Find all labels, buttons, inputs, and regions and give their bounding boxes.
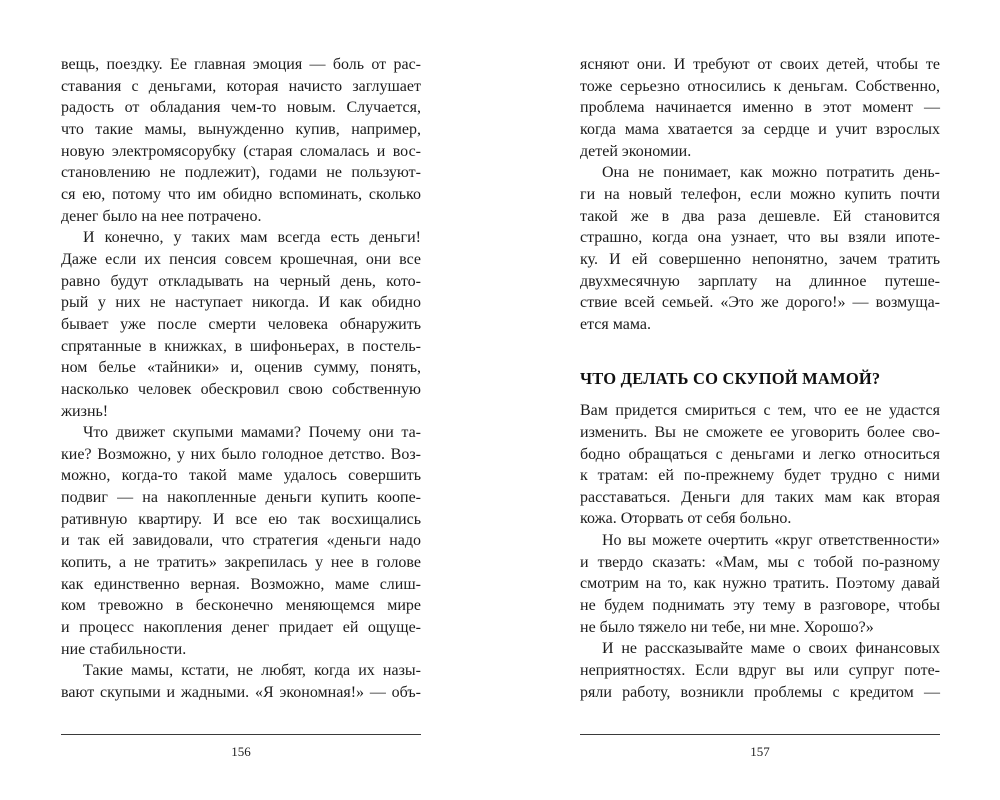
paragraph <box>580 530 940 638</box>
text-line: вают скупыми и жадными. «Я экономная!» — объ- <box>61 684 421 702</box>
text-line: становлению не подлежит), годами не пользуют- <box>61 164 421 182</box>
text-line: не будем поднимать эту тему в разговоре, чтобы <box>580 597 940 615</box>
text-line: ется мама. <box>580 315 651 333</box>
paragraph <box>61 54 421 227</box>
text-line: подвиг — на накопленные деньги купить коопе- <box>61 489 421 507</box>
text-line: И не рассказывайте маме о своих финансовых <box>602 640 940 658</box>
paragraph <box>580 638 940 703</box>
text-line: вещь, поездку. Ее главная эмоция — боль от рас- <box>61 56 421 73</box>
text-line: проблема начинается именно в этот момент — <box>580 99 940 117</box>
text-line: к тратам: ей по-прежнему будет трудно с ними <box>580 467 940 485</box>
text-line: и процесс накопления денег придает ей ощуще- <box>61 619 421 637</box>
text-line: насколько человек обескровил свою собственную <box>61 380 421 398</box>
text-line: Но вы можете очертить «круг ответственности» <box>602 532 940 550</box>
text-line: Даже если их пенсия совсем крошечная, они все <box>61 250 421 268</box>
text-line: жизнь! <box>61 402 109 420</box>
text-line: когда мама хватается за сердце и учит взрослых <box>580 120 940 138</box>
text-line: кие? Возможно, у них было голодное детство. Воз- <box>61 445 421 463</box>
text-line: Она не понимает, как можно потратить день- <box>602 164 940 182</box>
text-line: детей экономии. <box>580 142 692 160</box>
text-line: кожа. Оторвать от себя больно. <box>580 510 792 528</box>
text-line: спрятанные в книжках, в шифоньерах, в постель- <box>61 337 421 355</box>
paragraph <box>61 660 421 703</box>
paragraph <box>61 422 421 660</box>
paragraph <box>580 400 940 530</box>
text-line: и так ей завидовали, что стратегия «деньги надо <box>61 532 421 550</box>
text-line: Вам придется смириться с тем, что ее не удастся <box>580 402 940 420</box>
page-right-text <box>580 54 940 703</box>
page-number: 157 <box>750 744 770 759</box>
text-line: бывает уже после смерти человека обнаружить <box>61 315 421 333</box>
text-line: такой же в два раза дешевле. Ей становится <box>580 207 940 225</box>
text-line: ствие всей семьей. «Это же дорого!» — возмуща- <box>580 294 940 312</box>
text-line: страшно, когда она узнает, что вы взяли ипоте- <box>580 229 940 247</box>
text-line: не было тяжело ни тебе, ни мне. Хорошо?» <box>580 618 874 636</box>
paragraph <box>61 227 421 422</box>
text-line: расставаться. Деньги для таких мам как вторая <box>580 488 940 506</box>
text-line: можно, когда-то такой маме удалось совершить <box>61 467 421 485</box>
text-line: бодно обращаться с деньгами и легко относиться <box>580 445 940 463</box>
footer-rule <box>580 734 940 735</box>
text-line: копить, а не тратить» закрепилась у нее в голове <box>61 554 421 572</box>
text-line: рый у них не наступает никогда. И как обидно <box>61 294 421 312</box>
text-line: ном белье «тайники» и, оценив сумму, понять, <box>61 359 421 377</box>
paragraph <box>580 54 940 162</box>
text-line: равно будут откладывать на черный день, кото- <box>61 272 421 290</box>
text-line: денег было на нее потрачено. <box>61 207 262 225</box>
text-line: изменить. Вы не сможете ее уговорить более сво- <box>580 423 940 441</box>
text-line: новую электромясорубку (старая сломалась и вос- <box>61 142 421 160</box>
text-line: неприятностях. Если вдруг вы или супруг поте- <box>580 662 940 680</box>
text-line: радость от обладания чем-то новым. Случается, <box>61 99 421 117</box>
text-line: что такие мамы, вынужденно купив, например, <box>61 120 421 138</box>
text-line: ряли работу, возникли проблемы с кредитом — <box>580 683 940 701</box>
page-right-footer <box>580 734 940 760</box>
page-left-footer <box>61 734 421 760</box>
section-heading: ЧТО ДЕЛАТЬ СО СКУПОЙ МАМОЙ? <box>580 368 881 388</box>
text-line: ставания с деньгами, которая начисто заглушает <box>61 77 421 95</box>
text-line: И конечно, у таких мам всегда есть деньги! <box>83 229 421 247</box>
page-left-text <box>61 54 421 704</box>
paragraph <box>580 162 940 335</box>
page-number: 156 <box>231 744 251 759</box>
text-line: тоже серьезно относились к деньгам. Собственно, <box>580 77 940 95</box>
text-line: ся ею, потому что им обидно вспоминать, сколько <box>61 185 421 203</box>
text-line: ги на новый телефон, если можно купить почти <box>580 185 940 203</box>
text-line: ясняют они. И требуют от своих детей, чтобы те <box>580 56 940 73</box>
text-line: ком тревожно в бесконечно меняющемся мире <box>61 597 421 615</box>
text-line: ративную квартиру. И все ею так восхищались <box>61 510 421 528</box>
text-line: Что движет скупыми мамами? Почему они та- <box>83 424 421 442</box>
footer-rule <box>61 734 421 735</box>
text-line: ние стабильности. <box>61 640 187 658</box>
text-line: смотрим на то, как нужно тратить. Поэтому давай <box>580 575 940 593</box>
text-line: Такие мамы, кстати, не любят, когда их назы- <box>83 662 421 680</box>
text-line: двухмесячную зарплату на длинное путеше- <box>580 272 940 290</box>
text-line: как единственно верная. Возможно, маме слиш- <box>61 575 421 593</box>
text-line: ку. И ей совершенно непонятно, зачем тратить <box>580 250 940 268</box>
text-line: и твердо сказать: «Мам, мы с тобой по-разному <box>580 553 940 571</box>
